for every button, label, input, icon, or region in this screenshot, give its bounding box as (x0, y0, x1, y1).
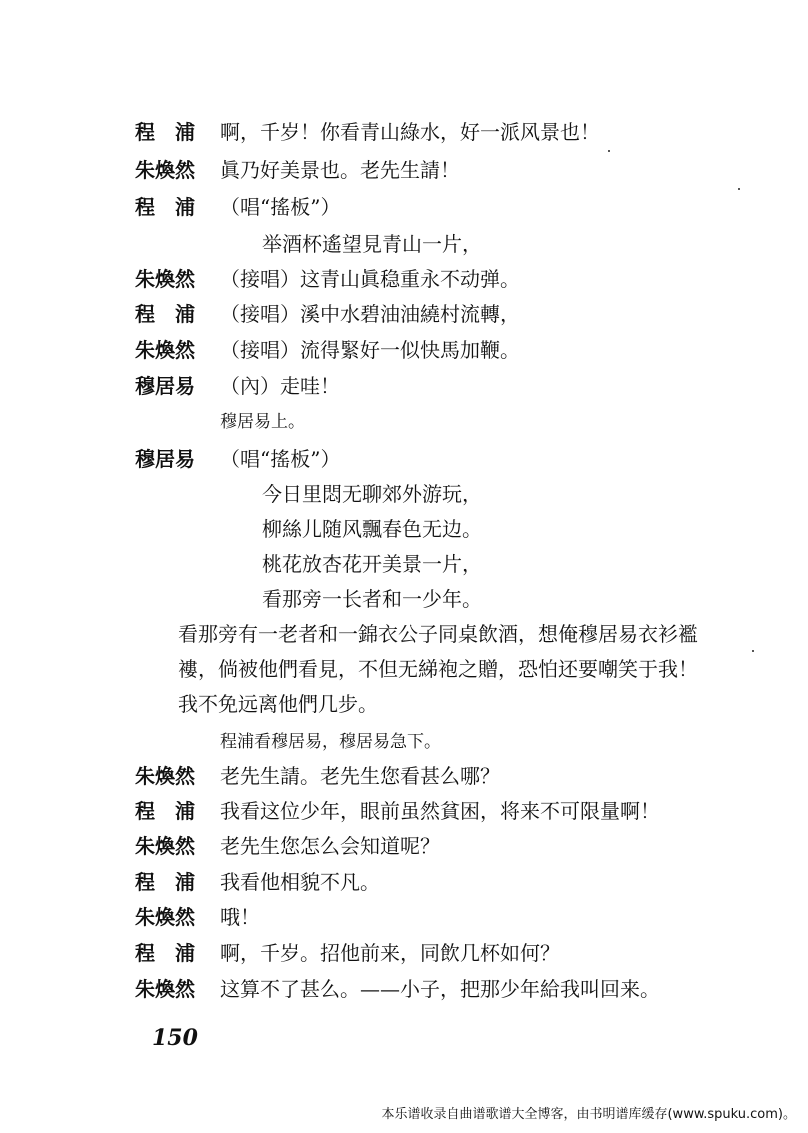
speaker-name: 穆居易 (135, 374, 195, 398)
speaker-name: 朱煥然 (135, 977, 195, 1001)
sung-verse: 举酒杯遙望見青山一片， (262, 232, 482, 256)
dialogue-text: （內）走哇！ (220, 374, 340, 398)
stage-direction: 程浦看穆居易，穆居易急下。 (220, 732, 441, 752)
stage-direction: 穆居易上。 (220, 412, 305, 432)
sung-verse: 今日里悶无聊郊外游玩， (262, 482, 482, 506)
print-speck (738, 188, 740, 190)
speaker-name: 程 浦 (135, 799, 195, 823)
dialogue-text: 我看这位少年，眼前虽然貧困，将来不可限量啊！ (220, 799, 660, 823)
dialogue-text: 老先生請。老先生您看甚么哪？ (220, 764, 500, 788)
dialogue-text: （接唱）这青山眞稳重永不动弹。 (220, 267, 520, 291)
narration-text: 看那旁有一老者和一錦衣公子同桌飲酒，想俺穆居易衣衫襤 (178, 622, 698, 646)
dialogue-text: （接唱）流得緊好一似快馬加鞭。 (220, 338, 520, 362)
speaker-name: 朱煥然 (135, 834, 195, 858)
dialogue-text: 啊，千岁！你看青山綠水，好一派风景也！ (220, 120, 600, 144)
dialogue-text: 我看他相貌不凡。 (220, 870, 380, 894)
page-number: 150 (152, 1025, 198, 1051)
narration-text: 我不免远离他們几步。 (178, 692, 378, 716)
speaker-name: 程 浦 (135, 120, 195, 144)
footer-credit: 本乐谱收录自曲谱歌谱大全博客，由书明谱库缓存(www.spuku.com)。 (381, 1107, 796, 1122)
speaker-name: 程 浦 (135, 302, 195, 326)
dialogue-text: （唱“搖板”） (220, 195, 341, 219)
dialogue-text: 眞乃好美景也。老先生請！ (220, 158, 460, 182)
print-speck (608, 150, 610, 152)
narration-text: 褸，倘被他們看見，不但无綈袍之贈，恐怕还要嘲笑于我！ (178, 657, 698, 681)
speaker-name: 程 浦 (135, 941, 195, 965)
speaker-name: 朱煥然 (135, 267, 195, 291)
speaker-name: 朱煥然 (135, 764, 195, 788)
speaker-name: 朱煥然 (135, 338, 195, 362)
dialogue-text: 老先生您怎么会知道呢？ (220, 834, 440, 858)
speaker-name: 朱煥然 (135, 158, 195, 182)
speaker-name: 程 浦 (135, 195, 195, 219)
speaker-name: 程 浦 (135, 870, 195, 894)
print-speck (752, 650, 754, 652)
dialogue-text: 哦！ (220, 905, 260, 929)
dialogue-text: 这算不了甚么。——小子，把那少年給我叫回来。 (220, 977, 660, 1001)
sung-verse: 桃花放杏花开美景一片， (262, 552, 482, 576)
dialogue-text: 啊，千岁。招他前来，同飲几杯如何？ (220, 941, 560, 965)
dialogue-text: （唱“搖板”） (220, 447, 341, 471)
sung-verse: 看那旁一长者和一少年。 (262, 587, 482, 611)
sung-verse: 柳絲儿随风飄春色无边。 (262, 517, 482, 541)
speaker-name: 朱煥然 (135, 905, 195, 929)
dialogue-text: （接唱）溪中水碧油油繞村流轉， (220, 302, 520, 326)
speaker-name: 穆居易 (135, 447, 195, 471)
